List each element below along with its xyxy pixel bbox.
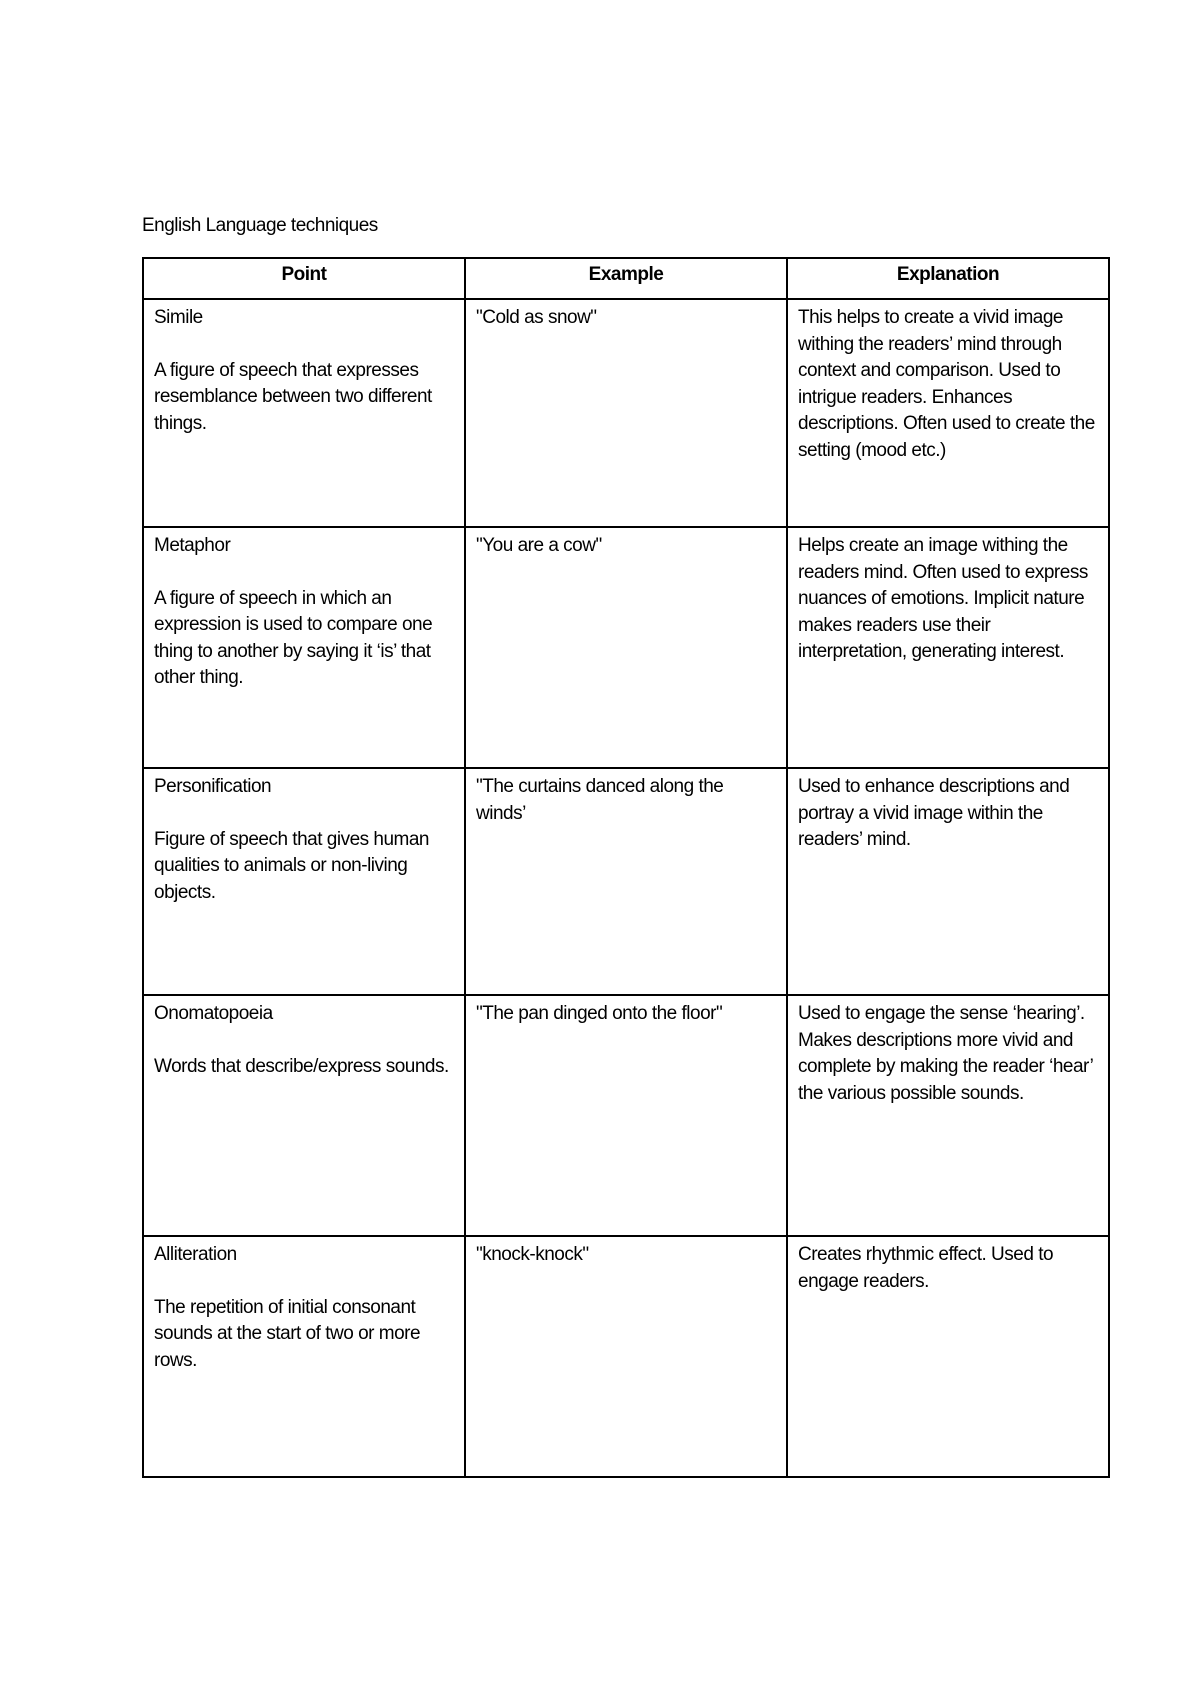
- example-cell: "Cold as snow": [465, 299, 787, 527]
- point-cell: [143, 299, 465, 527]
- point-definition: The repetition of initial consonant sounds at the start of two or more rows.: [154, 1296, 421, 1371]
- explanation-cell: Used to engage the sense ‘hearing’. Makes descriptions more vivid and complete by making the reader ‘hear’ the various possible sounds.: [787, 995, 1109, 1236]
- explanation-cell: Helps create an image withing the readers mind. Often used to express nuances of emotions. Implicit nature makes readers use their interpretation, generating interest.: [787, 527, 1109, 768]
- point-cell: [143, 995, 465, 1236]
- header-point: Point: [143, 258, 465, 299]
- example-cell: "knock-knock": [465, 1236, 787, 1477]
- point-definition: A figure of speech in which an expression is used to compare one thing to another by saying it ‘is’ that other thing.: [154, 587, 433, 688]
- table-header-row: [143, 258, 1109, 299]
- point-cell: [143, 768, 465, 995]
- point-definition: Figure of speech that gives human qualities to animals or non-living objects.: [154, 828, 430, 903]
- example-cell: "The curtains danced along the winds’: [465, 768, 787, 995]
- table-row: [143, 995, 1109, 1236]
- point-name: Personification: [154, 776, 272, 797]
- table-row: [143, 299, 1109, 527]
- techniques-table: [142, 257, 1110, 1478]
- explanation-cell: Used to enhance descriptions and portray a vivid image within the readers’ mind.: [787, 768, 1109, 995]
- point-definition: A figure of speech that expresses resemblance between two different things.: [154, 359, 432, 434]
- point-name: Simile: [154, 307, 203, 328]
- explanation-cell: This helps to create a vivid image withing the readers’ mind through context and comparison. Used to intrigue readers. Enhances descriptions. Often used to create the setting (mood etc.): [787, 299, 1109, 527]
- explanation-cell: Creates rhythmic effect. Used to engage readers.: [787, 1236, 1109, 1477]
- document-title: English Language techniques: [142, 215, 378, 236]
- point-definition: Words that describe/express sounds.: [154, 1055, 449, 1077]
- table-row: [143, 527, 1109, 768]
- point-name: Metaphor: [154, 535, 231, 556]
- point-name: Alliteration: [154, 1244, 237, 1265]
- table-row: [143, 1236, 1109, 1477]
- example-cell: "You are a cow": [465, 527, 787, 768]
- point-cell: [143, 527, 465, 768]
- header-example: Example: [465, 258, 787, 299]
- point-name: Onomatopoeia: [154, 1003, 273, 1024]
- header-explanation: Explanation: [787, 258, 1109, 299]
- example-cell: "The pan dinged onto the floor": [465, 995, 787, 1236]
- point-cell: [143, 1236, 465, 1477]
- table-row: [143, 768, 1109, 995]
